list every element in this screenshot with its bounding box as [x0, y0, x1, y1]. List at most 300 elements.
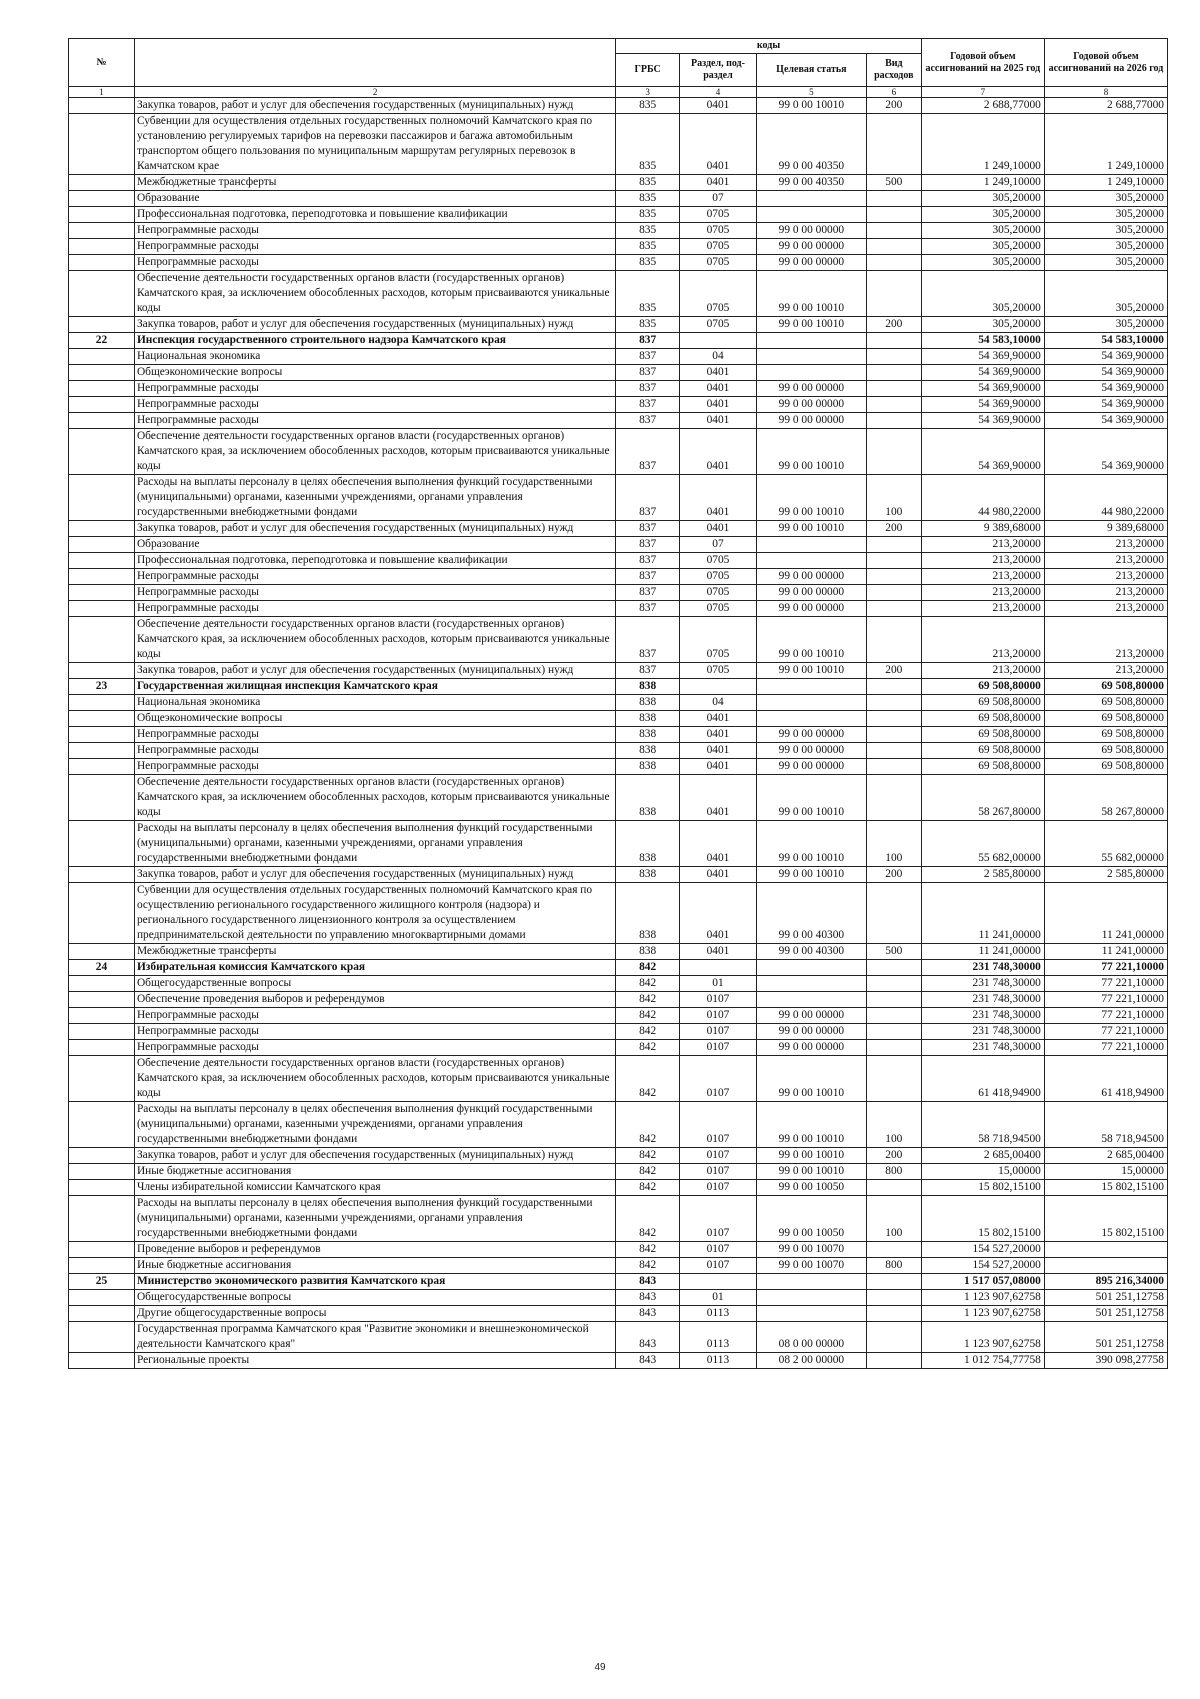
item-name-cell: Расходы на выплаты персоналу в целях обеспечения выполнения функций государственными (муниципальными) органами, казенными учреждениями, органами управления государственными внебюджетными фондами — [134, 1196, 615, 1242]
expense-type-cell — [866, 711, 921, 727]
amount-2026-cell: 11 241,00000 — [1044, 944, 1167, 960]
section-cell: 0705 — [680, 271, 757, 317]
target-article-cell: 99 0 00 40300 — [756, 944, 866, 960]
target-article-cell: 99 0 00 10050 — [756, 1196, 866, 1242]
expense-type-cell — [866, 992, 921, 1008]
amount-2026-cell: 54 369,90000 — [1044, 413, 1167, 429]
table-row — [69, 1024, 1168, 1040]
amount-2025-cell: 15 802,15100 — [921, 1196, 1044, 1242]
section-cell: 0107 — [680, 1040, 757, 1056]
grbs-cell: 837 — [616, 617, 680, 663]
table-row — [69, 349, 1168, 365]
amount-2025-cell: 231 748,30000 — [921, 960, 1044, 976]
section-cell: 0107 — [680, 992, 757, 1008]
section-cell: 0107 — [680, 1024, 757, 1040]
amount-2026-cell: 9 389,68000 — [1044, 521, 1167, 537]
amount-2026-cell: 305,20000 — [1044, 255, 1167, 271]
grbs-cell: 838 — [616, 679, 680, 695]
item-name-cell: Обеспечение деятельности государственных органов власти (государственных органов) Камчатского края, за исключением обособленных расходов, которым присваиваются уникальные коды — [134, 429, 615, 475]
section-cell: 07 — [680, 537, 757, 553]
section-cell: 0705 — [680, 207, 757, 223]
target-article-cell — [756, 1290, 866, 1306]
row-number-cell — [69, 1306, 135, 1322]
target-article-cell: 99 0 00 00000 — [756, 239, 866, 255]
section-cell: 0107 — [680, 1180, 757, 1196]
amount-2026-cell: 2 585,80000 — [1044, 867, 1167, 883]
grbs-cell: 843 — [616, 1306, 680, 1322]
amount-2026-cell: 390 098,27758 — [1044, 1353, 1167, 1369]
target-article-cell — [756, 976, 866, 992]
item-name-cell: Национальная экономика — [134, 695, 615, 711]
budget-table — [68, 38, 1168, 1369]
row-number-cell — [69, 976, 135, 992]
item-name-cell: Обеспечение проведения выборов и референдумов — [134, 992, 615, 1008]
amount-2025-cell: 213,20000 — [921, 553, 1044, 569]
amount-2025-cell: 305,20000 — [921, 255, 1044, 271]
grbs-cell: 838 — [616, 759, 680, 775]
table-row — [69, 98, 1168, 114]
amount-2025-cell: 305,20000 — [921, 207, 1044, 223]
amount-2025-cell: 11 241,00000 — [921, 883, 1044, 944]
expense-type-cell: 800 — [866, 1164, 921, 1180]
expense-type-cell — [866, 1274, 921, 1290]
amount-2025-cell: 54 369,90000 — [921, 413, 1044, 429]
amount-2025-cell: 231 748,30000 — [921, 1008, 1044, 1024]
amount-2026-cell: 77 221,10000 — [1044, 960, 1167, 976]
amount-2025-cell: 213,20000 — [921, 537, 1044, 553]
target-article-cell: 99 0 00 00000 — [756, 255, 866, 271]
expense-type-cell — [866, 727, 921, 743]
expense-type-cell — [866, 679, 921, 695]
amount-2026-cell: 77 221,10000 — [1044, 1024, 1167, 1040]
row-number-cell — [69, 413, 135, 429]
expense-type-cell — [866, 333, 921, 349]
item-name-cell: Иные бюджетные ассигнования — [134, 1258, 615, 1274]
target-article-cell: 99 0 00 10010 — [756, 1164, 866, 1180]
amount-2026-cell: 44 980,22000 — [1044, 475, 1167, 521]
section-cell: 0705 — [680, 569, 757, 585]
section-cell: 0705 — [680, 223, 757, 239]
amount-2025-cell: 213,20000 — [921, 569, 1044, 585]
target-article-cell: 99 0 00 00000 — [756, 759, 866, 775]
header-2025: Годовой объем ассигнований на 2025 год — [921, 39, 1044, 87]
amount-2025-cell: 231 748,30000 — [921, 1024, 1044, 1040]
item-name-cell: Общеэкономические вопросы — [134, 365, 615, 381]
section-cell: 0401 — [680, 175, 757, 191]
grbs-cell: 837 — [616, 397, 680, 413]
target-article-cell: 99 0 00 00000 — [756, 569, 866, 585]
target-article-cell — [756, 1306, 866, 1322]
amount-2025-cell: 69 508,80000 — [921, 743, 1044, 759]
table-row — [69, 207, 1168, 223]
table-row — [69, 743, 1168, 759]
section-cell: 0401 — [680, 365, 757, 381]
expense-type-cell: 800 — [866, 1258, 921, 1274]
row-number-cell — [69, 191, 135, 207]
amount-2026-cell: 501 251,12758 — [1044, 1322, 1167, 1353]
target-article-cell: 99 0 00 10010 — [756, 775, 866, 821]
table-row-total — [69, 679, 1168, 695]
grbs-cell: 837 — [616, 521, 680, 537]
section-cell: 0705 — [680, 617, 757, 663]
table-row — [69, 223, 1168, 239]
grbs-cell: 842 — [616, 1056, 680, 1102]
expense-type-cell: 500 — [866, 944, 921, 960]
grbs-cell: 842 — [616, 1040, 680, 1056]
target-article-cell: 99 0 00 10010 — [756, 429, 866, 475]
grbs-cell: 838 — [616, 944, 680, 960]
target-article-cell: 99 0 00 10070 — [756, 1258, 866, 1274]
expense-type-cell: 200 — [866, 1148, 921, 1164]
grbs-cell: 842 — [616, 976, 680, 992]
expense-type-cell — [866, 743, 921, 759]
section-cell: 0705 — [680, 601, 757, 617]
item-name-cell: Профессиональная подготовка, переподготовка и повышение квалификации — [134, 553, 615, 569]
table-row-total — [69, 1274, 1168, 1290]
expense-type-cell — [866, 239, 921, 255]
section-cell — [680, 679, 757, 695]
grbs-cell: 835 — [616, 223, 680, 239]
grbs-cell: 835 — [616, 255, 680, 271]
target-article-cell — [756, 333, 866, 349]
item-name-cell: Закупка товаров, работ и услуг для обеспечения государственных (муниципальных) нужд — [134, 1148, 615, 1164]
grbs-cell: 842 — [616, 1258, 680, 1274]
table-row-total — [69, 333, 1168, 349]
expense-type-cell — [866, 207, 921, 223]
amount-2026-cell: 15 802,15100 — [1044, 1196, 1167, 1242]
section-cell: 0107 — [680, 1196, 757, 1242]
amount-2025-cell: 1 123 907,62758 — [921, 1290, 1044, 1306]
amount-2025-cell: 213,20000 — [921, 601, 1044, 617]
grbs-cell: 843 — [616, 1290, 680, 1306]
item-name-cell: Обеспечение деятельности государственных органов власти (государственных органов) Камчатского края, за исключением обособленных расходов, которым присваиваются уникальные коды — [134, 617, 615, 663]
item-name-cell: Непрограммные расходы — [134, 601, 615, 617]
expense-type-cell: 200 — [866, 317, 921, 333]
table-header — [69, 39, 1168, 98]
target-article-cell: 99 0 00 00000 — [756, 743, 866, 759]
table-row — [69, 759, 1168, 775]
grbs-cell: 843 — [616, 1322, 680, 1353]
amount-2025-cell: 1 123 907,62758 — [921, 1306, 1044, 1322]
expense-type-cell: 200 — [866, 663, 921, 679]
table-row — [69, 114, 1168, 175]
grbs-cell: 838 — [616, 711, 680, 727]
amount-2026-cell: 305,20000 — [1044, 223, 1167, 239]
amount-2025-cell: 2 688,77000 — [921, 98, 1044, 114]
table-row — [69, 695, 1168, 711]
table-row — [69, 317, 1168, 333]
section-cell: 0107 — [680, 1102, 757, 1148]
section-cell: 0705 — [680, 553, 757, 569]
target-article-cell: 08 0 00 00000 — [756, 1322, 866, 1353]
row-number-cell — [69, 711, 135, 727]
item-name-cell: Другие общегосударственные вопросы — [134, 1306, 615, 1322]
amount-2025-cell: 9 389,68000 — [921, 521, 1044, 537]
amount-2025-cell: 15 802,15100 — [921, 1180, 1044, 1196]
item-name-cell: Общегосударственные вопросы — [134, 976, 615, 992]
item-name-cell: Непрограммные расходы — [134, 255, 615, 271]
amount-2025-cell: 61 418,94900 — [921, 1056, 1044, 1102]
row-number-cell — [69, 1196, 135, 1242]
expense-type-cell — [866, 1242, 921, 1258]
amount-2026-cell: 69 508,80000 — [1044, 727, 1167, 743]
amount-2026-cell: 77 221,10000 — [1044, 992, 1167, 1008]
grbs-cell: 838 — [616, 775, 680, 821]
grbs-cell: 842 — [616, 1102, 680, 1148]
amount-2025-cell: 305,20000 — [921, 317, 1044, 333]
item-name-cell: Государственная программа Камчатского края "Развитие экономики и внешнеэкономической деятельности Камчатского края" — [134, 1322, 615, 1353]
grbs-cell: 835 — [616, 271, 680, 317]
page-number: 49 — [594, 1662, 606, 1673]
amount-2026-cell: 77 221,10000 — [1044, 1040, 1167, 1056]
target-article-cell: 99 0 00 10070 — [756, 1242, 866, 1258]
row-number-cell — [69, 537, 135, 553]
amount-2026-cell: 69 508,80000 — [1044, 711, 1167, 727]
amount-2025-cell: 2 685,00400 — [921, 1148, 1044, 1164]
row-number-cell — [69, 992, 135, 1008]
amount-2025-cell: 69 508,80000 — [921, 679, 1044, 695]
target-article-cell: 99 0 00 10010 — [756, 1102, 866, 1148]
row-number-cell — [69, 775, 135, 821]
item-name-cell: Расходы на выплаты персоналу в целях обеспечения выполнения функций государственными (муниципальными) органами, казенными учреждениями, органами управления государственными внебюджетными фондами — [134, 1102, 615, 1148]
row-number-cell — [69, 867, 135, 883]
row-number-cell — [69, 821, 135, 867]
target-article-cell: 99 0 00 00000 — [756, 1024, 866, 1040]
section-cell: 0401 — [680, 743, 757, 759]
item-name-cell: Непрограммные расходы — [134, 381, 615, 397]
item-name-cell: Расходы на выплаты персоналу в целях обеспечения выполнения функций государственными (муниципальными) органами, казенными учреждениями, органами управления государственными внебюджетными фондами — [134, 821, 615, 867]
amount-2025-cell: 44 980,22000 — [921, 475, 1044, 521]
expense-type-cell — [866, 271, 921, 317]
row-number-cell — [69, 1242, 135, 1258]
section-cell: 0107 — [680, 1242, 757, 1258]
table-row — [69, 976, 1168, 992]
row-number-cell — [69, 271, 135, 317]
target-article-cell: 99 0 00 00000 — [756, 413, 866, 429]
expense-type-cell: 100 — [866, 821, 921, 867]
target-article-cell: 99 0 00 00000 — [756, 223, 866, 239]
item-name-cell: Образование — [134, 537, 615, 553]
amount-2026-cell: 54 369,90000 — [1044, 381, 1167, 397]
section-cell: 0705 — [680, 255, 757, 271]
item-name-cell: Непрограммные расходы — [134, 223, 615, 239]
item-name-cell: Закупка товаров, работ и услуг для обеспечения государственных (муниципальных) нужд — [134, 663, 615, 679]
amount-2026-cell — [1044, 1242, 1167, 1258]
table-row — [69, 944, 1168, 960]
amount-2025-cell: 305,20000 — [921, 191, 1044, 207]
amount-2026-cell: 54 583,10000 — [1044, 333, 1167, 349]
grbs-cell: 843 — [616, 1274, 680, 1290]
amount-2026-cell: 305,20000 — [1044, 239, 1167, 255]
expense-type-cell — [866, 695, 921, 711]
target-article-cell: 99 0 00 10010 — [756, 317, 866, 333]
table-row — [69, 992, 1168, 1008]
document-page — [68, 38, 1168, 1369]
table-row — [69, 175, 1168, 191]
row-number-cell — [69, 521, 135, 537]
item-name-cell: Закупка товаров, работ и услуг для обеспечения государственных (муниципальных) нужд — [134, 521, 615, 537]
target-article-cell: 99 0 00 10010 — [756, 1056, 866, 1102]
expense-type-cell — [866, 601, 921, 617]
amount-2025-cell: 54 369,90000 — [921, 349, 1044, 365]
header-kind: Вид расходов — [866, 54, 921, 87]
target-article-cell: 99 0 00 00000 — [756, 1008, 866, 1024]
section-cell: 0401 — [680, 397, 757, 413]
expense-type-cell — [866, 349, 921, 365]
section-cell: 0401 — [680, 98, 757, 114]
expense-type-cell — [866, 1290, 921, 1306]
row-number-cell: 24 — [69, 960, 135, 976]
item-name-cell: Непрограммные расходы — [134, 569, 615, 585]
amount-2025-cell: 54 369,90000 — [921, 397, 1044, 413]
target-article-cell — [756, 537, 866, 553]
expense-type-cell — [866, 775, 921, 821]
amount-2026-cell: 213,20000 — [1044, 585, 1167, 601]
amount-2026-cell: 69 508,80000 — [1044, 679, 1167, 695]
table-row — [69, 1196, 1168, 1242]
section-cell: 01 — [680, 1290, 757, 1306]
grbs-cell: 837 — [616, 585, 680, 601]
target-article-cell: 99 0 00 40350 — [756, 114, 866, 175]
expense-type-cell — [866, 960, 921, 976]
expense-type-cell — [866, 223, 921, 239]
row-number-cell — [69, 1024, 135, 1040]
column-number: 2 — [134, 87, 615, 98]
amount-2025-cell: 305,20000 — [921, 271, 1044, 317]
grbs-cell: 842 — [616, 1242, 680, 1258]
section-cell: 0401 — [680, 413, 757, 429]
grbs-cell: 837 — [616, 537, 680, 553]
expense-type-cell: 200 — [866, 867, 921, 883]
table-row — [69, 585, 1168, 601]
grbs-cell: 837 — [616, 553, 680, 569]
amount-2025-cell: 154 527,20000 — [921, 1242, 1044, 1258]
section-cell: 0401 — [680, 775, 757, 821]
table-row — [69, 1322, 1168, 1353]
expense-type-cell — [866, 883, 921, 944]
expense-type-cell — [866, 1353, 921, 1369]
row-number-cell — [69, 1180, 135, 1196]
grbs-cell: 842 — [616, 1024, 680, 1040]
amount-2025-cell: 231 748,30000 — [921, 976, 1044, 992]
item-name-cell: Профессиональная подготовка, переподготовка и повышение квалификации — [134, 207, 615, 223]
table-row — [69, 1306, 1168, 1322]
table-row — [69, 883, 1168, 944]
row-number-cell — [69, 1102, 135, 1148]
grbs-cell: 837 — [616, 601, 680, 617]
section-cell: 0113 — [680, 1322, 757, 1353]
table-row — [69, 727, 1168, 743]
grbs-cell: 838 — [616, 821, 680, 867]
grbs-cell: 835 — [616, 239, 680, 255]
amount-2025-cell: 54 369,90000 — [921, 381, 1044, 397]
amount-2026-cell: 54 369,90000 — [1044, 349, 1167, 365]
amount-2026-cell: 501 251,12758 — [1044, 1306, 1167, 1322]
section-cell: 0401 — [680, 521, 757, 537]
table-row — [69, 1290, 1168, 1306]
item-name-cell: Непрограммные расходы — [134, 727, 615, 743]
amount-2025-cell: 58 718,94500 — [921, 1102, 1044, 1148]
amount-2026-cell: 213,20000 — [1044, 663, 1167, 679]
target-article-cell — [756, 553, 866, 569]
grbs-cell: 838 — [616, 867, 680, 883]
row-number-cell — [69, 743, 135, 759]
grbs-cell: 835 — [616, 207, 680, 223]
item-name-cell: Обеспечение деятельности государственных органов власти (государственных органов) Камчатского края, за исключением обособленных расходов, которым присваиваются уникальные коды — [134, 1056, 615, 1102]
grbs-cell: 837 — [616, 381, 680, 397]
table-row — [69, 1148, 1168, 1164]
grbs-cell: 838 — [616, 727, 680, 743]
target-article-cell: 99 0 00 40300 — [756, 883, 866, 944]
expense-type-cell — [866, 553, 921, 569]
item-name-cell: Закупка товаров, работ и услуг для обеспечения государственных (муниципальных) нужд — [134, 317, 615, 333]
table-row — [69, 271, 1168, 317]
target-article-cell: 99 0 00 10010 — [756, 617, 866, 663]
column-number: 4 — [680, 87, 757, 98]
item-name-cell: Обеспечение деятельности государственных органов власти (государственных органов) Камчатского края, за исключением обособленных расходов, которым присваиваются уникальные коды — [134, 775, 615, 821]
amount-2026-cell: 213,20000 — [1044, 617, 1167, 663]
header-grbs: ГРБС — [616, 54, 680, 87]
expense-type-cell — [866, 1322, 921, 1353]
target-article-cell: 99 0 00 00000 — [756, 1040, 866, 1056]
section-cell: 0401 — [680, 727, 757, 743]
expense-type-cell: 100 — [866, 475, 921, 521]
item-name-cell: Непрограммные расходы — [134, 1040, 615, 1056]
grbs-cell: 843 — [616, 1353, 680, 1369]
table-row — [69, 821, 1168, 867]
amount-2025-cell: 1 517 057,08000 — [921, 1274, 1044, 1290]
row-number-cell — [69, 317, 135, 333]
table-row — [69, 521, 1168, 537]
amount-2026-cell: 305,20000 — [1044, 191, 1167, 207]
target-article-cell: 99 0 00 10010 — [756, 521, 866, 537]
header-num: № — [69, 39, 135, 87]
section-cell: 0705 — [680, 317, 757, 333]
target-article-cell — [756, 711, 866, 727]
amount-2026-cell: 77 221,10000 — [1044, 976, 1167, 992]
section-cell: 0107 — [680, 1008, 757, 1024]
item-name-cell: Межбюджетные трансферты — [134, 944, 615, 960]
column-number: 1 — [69, 87, 135, 98]
row-number-cell — [69, 1148, 135, 1164]
item-name-cell: Закупка товаров, работ и услуг для обеспечения государственных (муниципальных) нужд — [134, 867, 615, 883]
amount-2026-cell: 61 418,94900 — [1044, 1056, 1167, 1102]
table-row — [69, 867, 1168, 883]
table-row — [69, 239, 1168, 255]
amount-2026-cell: 213,20000 — [1044, 601, 1167, 617]
expense-type-cell — [866, 114, 921, 175]
table-row — [69, 413, 1168, 429]
amount-2026-cell: 305,20000 — [1044, 271, 1167, 317]
amount-2026-cell: 2 685,00400 — [1044, 1148, 1167, 1164]
grbs-cell: 837 — [616, 475, 680, 521]
row-number-cell — [69, 617, 135, 663]
amount-2025-cell: 1 123 907,62758 — [921, 1322, 1044, 1353]
amount-2025-cell: 69 508,80000 — [921, 727, 1044, 743]
item-name-cell: Иные бюджетные ассигнования — [134, 1164, 615, 1180]
item-name-cell: Непрограммные расходы — [134, 743, 615, 759]
grbs-cell: 835 — [616, 175, 680, 191]
row-number-cell — [69, 1164, 135, 1180]
row-number-cell — [69, 114, 135, 175]
target-article-cell: 99 0 00 10010 — [756, 475, 866, 521]
table-row — [69, 1040, 1168, 1056]
row-number-cell — [69, 381, 135, 397]
amount-2025-cell: 231 748,30000 — [921, 1040, 1044, 1056]
section-cell: 0113 — [680, 1306, 757, 1322]
table-row — [69, 617, 1168, 663]
amount-2026-cell: 69 508,80000 — [1044, 743, 1167, 759]
